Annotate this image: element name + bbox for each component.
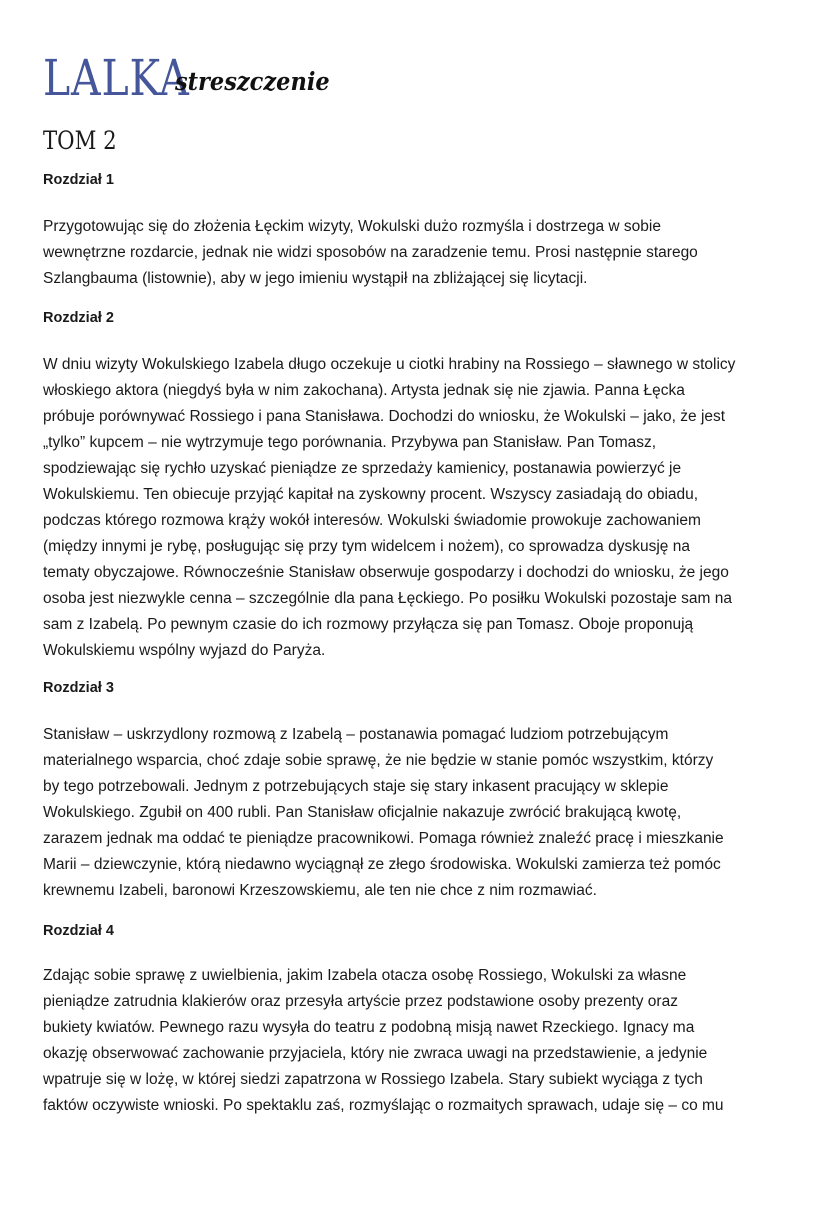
text-line: W dniu wizyty Wokulskiego Izabela długo oczekuje u ciotki hrabiny na Rossiego – sławnego w stolicy (43, 356, 736, 373)
text-line: wpatruje się w lożę, w której siedzi zapatrzona w Rossiego Izabela. Stary subiekt wyciąga z tych (43, 1071, 703, 1088)
text-line: tematy obyczajowe. Równocześnie Stanisław obserwuje gospodarzy i dochodzi do wniosku, że jego (43, 564, 729, 581)
text-line: włoskiego aktora (niegdyś była w nim zakochana). Artysta jednak się nie zjawia. Panna Łęcka (43, 382, 685, 399)
text-line: pieniądze zatrudnia klakierów oraz przesyła artyście przez podstawione osoby prezenty oraz (43, 993, 678, 1010)
text-line: Wokulskiemu wspólny wyjazd do Paryża. (43, 642, 326, 659)
text-line: „tylko” kupcem – nie wytrzymuje tego porównania. Przybywa pan Stanisław. Pan Tomasz, (43, 434, 657, 451)
chapter-paragraph (43, 214, 698, 292)
title-subtitle: streszczenie (175, 67, 330, 96)
text-line: materialnego wsparcia, choć zdaje sobie sprawę, że nie będzie w stanie pomóc wszystkim, którzy (43, 752, 714, 769)
text-line: bukiety kwiatów. Pewnego razu wysyła do teatru z podobną misją nawet Rzeckiego. Ignacy ma (43, 1019, 695, 1036)
document-title (43, 50, 347, 106)
chapter-heading: Rozdział 4 (43, 923, 114, 939)
chapter-heading: Rozdział 2 (43, 310, 114, 326)
text-line: wewnętrzne rozdarcie, jednak nie widzi sposobów na zaradzenie temu. Prosi następnie starego (43, 244, 698, 261)
text-line: (między innymi je rybę, posługując się przy tym widelcem i nożem), co sprowadza dyskusję na (43, 538, 690, 555)
text-line: sam z Izabelą. Po pewnym czasie do ich rozmowy przyłącza się pan Tomasz. Oboje proponują (43, 616, 694, 633)
text-line: Wokulskiego. Zgubił on 400 rubli. Pan Stanisław oficjalnie nakazuje zwrócić brakującą kwotę, (43, 804, 682, 821)
text-line: Wokulskiemu. Ten obiecuje przyjąć kapitał na zyskowny procent. Wszyscy zasiadają do obiadu, (43, 486, 699, 503)
text-line: by tego potrzebowali. Jednym z potrzebujących staje się stary inkasent pracujący w sklepie (43, 778, 669, 795)
text-line: spodziewając się rychło uzyskać pieniądze ze sprzedaży kamienicy, postanawia powierzyć je (43, 460, 682, 477)
text-line: Przygotowując się do złożenia Łęckim wizyty, Wokulski dużo rozmyśla i dostrzega w sobie (43, 218, 661, 235)
text-line: krewnemu Izabeli, baronowi Krzeszowskiemu, ale ten nie chce z nim rozmawiać. (43, 882, 597, 899)
chapter-paragraph (43, 352, 735, 664)
text-line: Szlangbauma (listownie), aby w jego imieniu wystąpił na zbliżającej się licytacji. (43, 270, 588, 287)
text-line: Zdając sobie sprawę z uwielbienia, jakim Izabela otacza osobę Rossiego, Wokulski za własne (43, 967, 687, 984)
text-line: Marii – dziewczynie, którą niedawno wyciągnął ze złego środowiska. Wokulski zamierza też pomóc (43, 856, 721, 873)
text-line: próbuje porównywać Rossiego i pana Stanisława. Dochodzi do wniosku, że Wokulski – jako, że jest (43, 408, 726, 425)
volume-heading: TOM 2 (43, 126, 117, 155)
text-line: podczas którego rozmowa krąży wokół interesów. Wokulski świadomie prowokuje zachowaniem (43, 512, 701, 529)
chapter-heading: Rozdział 1 (43, 172, 114, 188)
text-line: zarazem jednak ma oddać te pieniądze pracownikowi. Pomaga również znaleźć pracę i mieszkanie (43, 830, 724, 847)
text-line: osoba jest niezwykle cenna – szczególnie dla pana Łęckiego. Po posiłku Wokulski pozostaje sam na (43, 590, 733, 607)
chapter-paragraph (43, 722, 724, 904)
text-line: faktów oczywiste wnioski. Po spektaklu zaś, rozmyślając o rozmaitych sprawach, udaje się – co mu (43, 1097, 724, 1114)
title-lalka: LALKA (43, 49, 190, 107)
chapter-paragraph (43, 963, 724, 1119)
text-line: okazję obserwować zachowanie przyjaciela, który nie zwraca uwagi na przedstawienie, a jedynie (43, 1045, 708, 1062)
text-line: Stanisław – uskrzydlony rozmową z Izabelą – postanawia pomagać ludziom potrzebującym (43, 726, 669, 743)
chapter-heading: Rozdział 3 (43, 680, 114, 696)
